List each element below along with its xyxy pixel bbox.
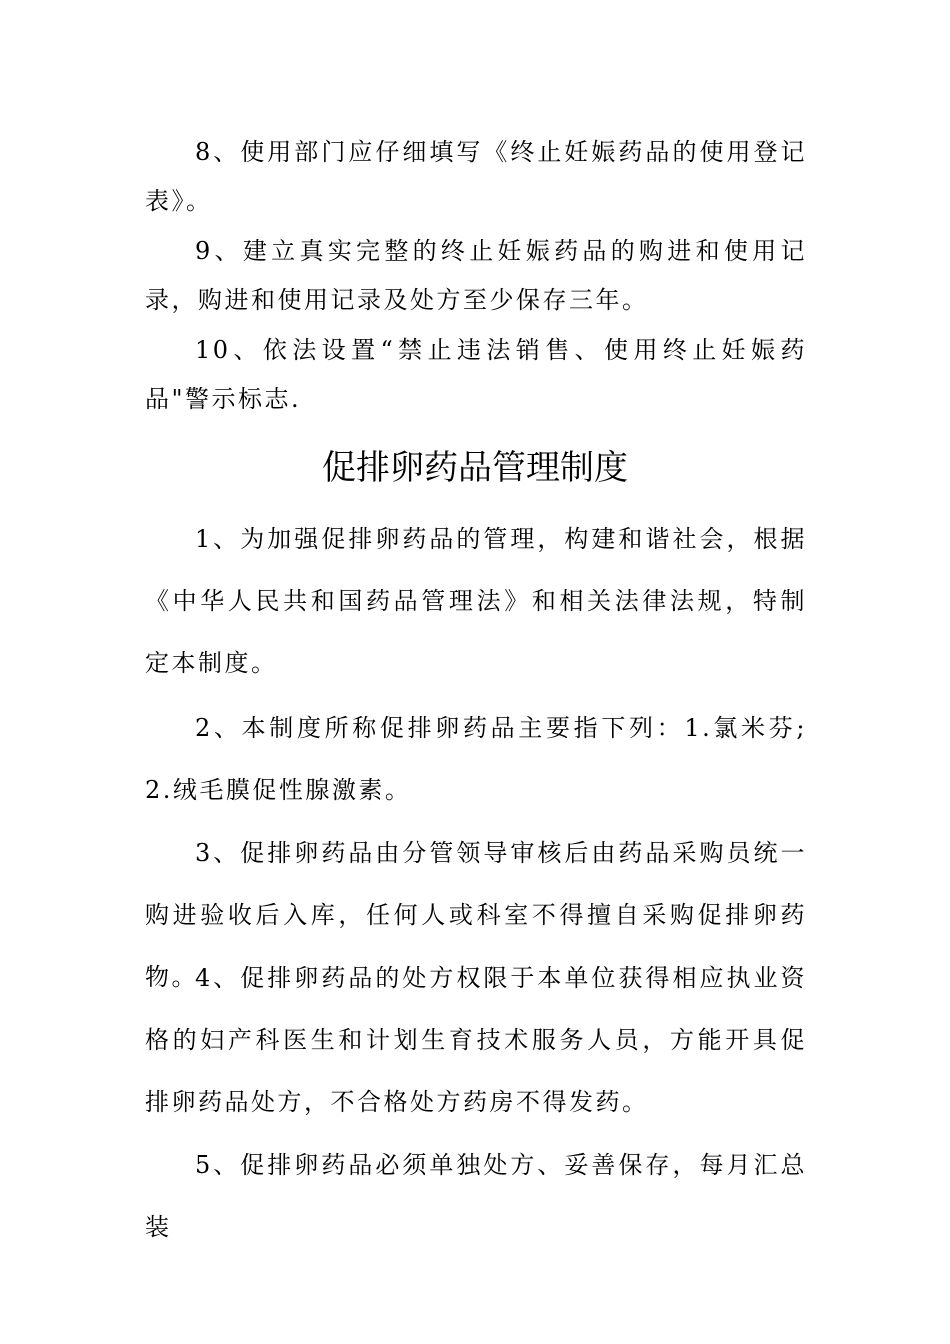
paragraph-rule-4: 4、促排卵药品的处方权限于本单位获得相应执业资格的妇产科医生和计划生育技术服务人员，方能开具促排卵药品处方，不合格处方药房不得发药。 — [145, 964, 807, 1116]
paragraph-item-10: 10、依法设置“禁止违法销售、使用终止妊娠药品"警示标志. — [145, 336, 807, 413]
paragraph-rule-3: 3、促排卵药品由分管领导审核后由药品采购员统一购进验收后入库，任何人或科室不得擅自采购促排卵药物。 — [145, 839, 807, 991]
paragraph-rule-1: 1、为加强促排卵药品的管理，构建和谐社会，根据《中华人民共和国药品管理法》和相关法律法规，特制定本制度。 — [145, 525, 807, 677]
section-title: 促排卵药品管理制度 — [322, 448, 628, 488]
paragraph-item-9: 9、建立真实完整的终止妊娠药品的购进和使用记录，购进和使用记录及处方至少保存三年。 — [145, 237, 807, 314]
paragraph-rule-2: 2、本制度所称促排卵药品主要指下列：1.氯米芬;2.绒毛膜促性腺激素。 — [145, 714, 807, 804]
paragraph-item-8: 8、使用部门应仔细填写《终止妊娠药品的使用登记表》。 — [145, 138, 807, 215]
paragraph-rule-5: 5、促排卵药品必须单独处方、妥善保存，每月汇总装 — [145, 1151, 807, 1241]
